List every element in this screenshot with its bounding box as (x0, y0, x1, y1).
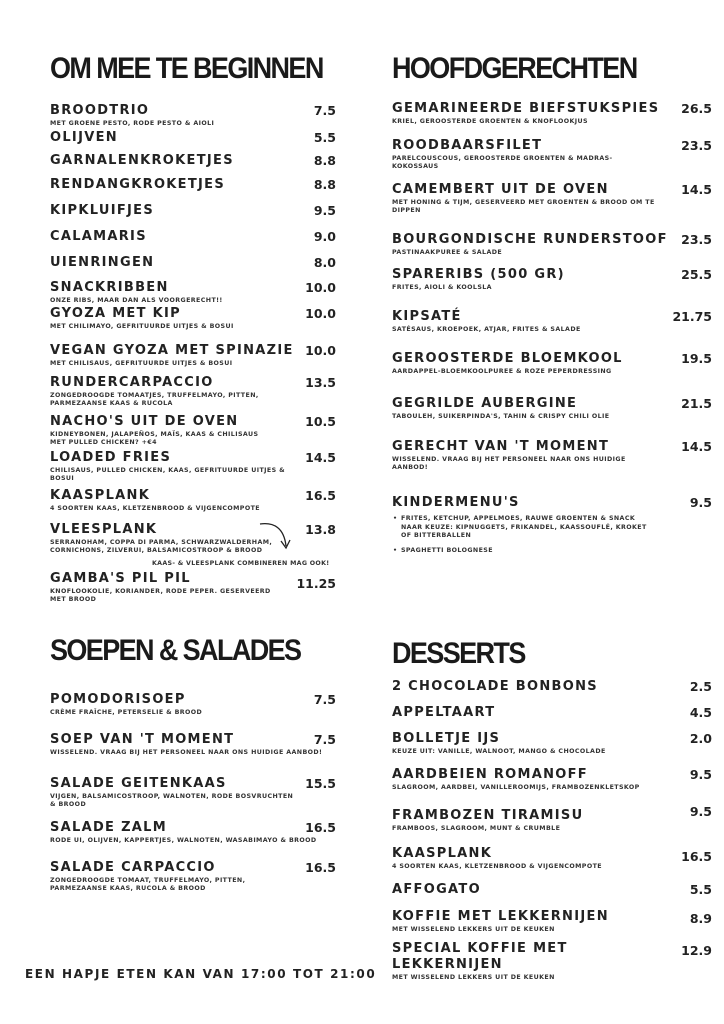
item-price: 21.75 (672, 309, 712, 324)
item-description: 4 SOORTEN KAAS, KLETZENBROOD & VIJGENCOMPOTE (50, 505, 260, 512)
item-name: GARNALENKROKETJES (50, 153, 234, 168)
item-description: MET HONING & TIJM, GESERVEERD MET GROENTEN & BROOD OM TE DIPPEN (392, 199, 655, 214)
item-description: MET GROENE PESTO, RODE PESTO & AIOLI (50, 120, 215, 127)
item-name: GEMARINEERDE BIEFSTUKSPIES (392, 101, 660, 116)
item-price: 8.8 (313, 177, 336, 192)
item-description: PARELCOUSCOUS, GEROOSTERDE GROENTEN & MADRAS-KOKOSSAUS (392, 155, 613, 170)
item-price: 4.5 (689, 705, 712, 720)
menu-item (392, 941, 714, 982)
item-price: 2.0 (689, 731, 712, 746)
item-name: UIENRINGEN (50, 255, 155, 270)
combine-note: KAAS- & VLEESPLANK COMBINEREN MAG OOK! (152, 560, 330, 567)
item-price: 10.5 (305, 414, 336, 429)
item-price: 7.5 (313, 692, 336, 707)
item-price: 14.5 (681, 182, 712, 197)
item-price: 9.5 (689, 767, 712, 782)
item-name: APPELTAART (392, 705, 496, 720)
item-description: KEUZE UIT: VANILLE, WALNOOT, MANGO & CHOCOLADE (392, 748, 606, 755)
list-item: • SPAGHETTI BOLOGNESE (392, 547, 652, 556)
menu-item (50, 860, 340, 893)
item-name: SPARERIBS (500 GR) (392, 267, 565, 282)
item-name: NACHO'S UIT DE OVEN (50, 414, 239, 429)
item-price: 5.5 (313, 130, 336, 145)
opening-hours-footer: EEN HAPJE ETEN KAN VAN 17:00 TOT 21:00 (25, 967, 377, 981)
item-price: 5.5 (689, 882, 712, 897)
item-name: AFFOGATO (392, 882, 481, 897)
item-description: SLAGROOM, AARDBEI, VANILLEROOMIJS, FRAMBOZENKLETSKOP (392, 784, 640, 791)
item-name: BOLLETJE IJS (392, 731, 501, 746)
item-price: 9.0 (313, 229, 336, 244)
item-description: PASTINAAKPUREE & SALADE (392, 249, 503, 256)
item-name: KOFFIE MET LEKKERNIJEN (392, 909, 609, 924)
section-desserts (392, 0, 714, 1000)
item-description: RODE UI, OLIJVEN, KAPPERTJES, WALNOTEN, WASABIMAYO & BROOD (50, 837, 317, 844)
item-price: 16.5 (681, 849, 712, 864)
menu-item (392, 679, 714, 695)
item-price: 7.5 (313, 103, 336, 118)
item-price: 7.5 (313, 732, 336, 747)
item-price: 9.5 (689, 804, 712, 819)
item-name: SALADE CARPACCIO (50, 860, 216, 875)
item-description: CHILISAUS, PULLED CHICKEN, KAAS, GEFRITUURDE UITJES & BOSUI (50, 467, 286, 482)
item-description: KIDNEYBONEN, JALAPEÑOS, MAÏS, KAAS & CHILISAUS MET PULLED CHICKEN? +€4 (50, 431, 259, 446)
item-name: GAMBA'S PIL PIL (50, 571, 191, 586)
menu-item (50, 776, 340, 809)
item-price: 13.5 (305, 375, 336, 390)
menu-item (392, 804, 714, 833)
item-name: KIPSATÉ (392, 309, 462, 324)
list-item: • FRITES, KETCHUP, APPELMOES, RAUWE GROENTEN & SNACK NAAR KEUZE: KIPNUGGETS, FRIKANDEL, KAASSOUFLÉ, KROKET OF BITTERBALLEN (392, 515, 652, 541)
menu-item (392, 731, 714, 756)
item-price: 26.5 (681, 101, 712, 116)
item-price: 9.5 (313, 203, 336, 218)
item-name: GEGRILDE AUBERGINE (392, 396, 578, 411)
item-name: AARDBEIEN ROMANOFF (392, 767, 588, 782)
item-name: VEGAN GYOZA MET SPINAZIE (50, 343, 294, 358)
item-price: 9.5 (689, 495, 712, 510)
item-name: POMODORISOEP (50, 692, 186, 707)
item-description: ZONGEDROOGDE TOMAATJES, TRUFFELMAYO, PITTEN, PARMEZAANSE KAAS & RUCOLA (50, 392, 259, 407)
section-title-starters: OM MEE TE BEGINNEN (50, 51, 323, 85)
item-name: VLEESPLANK (50, 522, 158, 537)
item-description: KNOFLOOKOLIE, KORIANDER, RODE PEPER. GESERVEERD MET BROOD (50, 588, 271, 603)
menu-item (50, 820, 340, 845)
item-description: SATÉSAUS, KROEPOEK, ATJAR, FRITES & SALADE (392, 326, 581, 333)
menu-item (392, 846, 714, 871)
item-name: CALAMARIS (50, 229, 147, 244)
item-name: KAASPLANK (50, 488, 151, 503)
item-name: BROODTRIO (50, 103, 150, 118)
item-price: 19.5 (681, 351, 712, 366)
item-description: ONZE RIBS, MAAR DAN ALS VOORGERECHT!! (50, 297, 223, 304)
item-price: 8.8 (313, 153, 336, 168)
item-price: 10.0 (305, 306, 336, 321)
item-description: FRAMBOOS, SLAGROOM, MUNT & CRUMBLE (392, 825, 561, 832)
section-title-mains: HOOFDGERECHTEN (392, 51, 637, 85)
section-soups (50, 0, 340, 900)
item-name: BOURGONDISCHE RUNDERSTOOF (392, 232, 668, 247)
item-price: 23.5 (681, 232, 712, 247)
item-name: OLIJVEN (50, 130, 118, 145)
menu-item (50, 692, 340, 717)
item-name: FRAMBOZEN TIRAMISU (392, 808, 584, 823)
item-price: 2.5 (689, 679, 712, 694)
item-description: KRIEL, GEROOSTERDE GROENTEN & KNOFLOOKJUS (392, 118, 588, 125)
item-name: KAASPLANK (392, 846, 493, 861)
item-description: CRÈME FRAÎCHE, PETERSELIE & BROOD (50, 709, 203, 716)
item-description: MET CHILIMAYO, GEFRITUURDE UITJES & BOSUI (50, 323, 234, 330)
item-price: 14.5 (305, 450, 336, 465)
section-title-soups: SOEPEN & SALADES (50, 633, 301, 667)
item-price: 16.5 (305, 860, 336, 875)
item-description: VIJGEN, BALSAMICOSTROOP, WALNOTEN, RODE BOSVRUCHTEN & BROOD (50, 793, 294, 808)
menu-item (392, 767, 714, 792)
item-price: 25.5 (681, 267, 712, 282)
item-name: KINDERMENU'S (392, 495, 520, 510)
item-name: ROODBAARSFILET (392, 138, 543, 153)
item-name: SNACKRIBBEN (50, 280, 169, 295)
item-name: GERECHT VAN 'T MOMENT (392, 439, 610, 454)
menu-item (392, 882, 714, 898)
item-price: 13.8 (305, 522, 336, 537)
item-description: WISSELEND. VRAAG BIJ HET PERSONEEL NAAR ONS HUIDIGE AANBOD! (392, 456, 626, 471)
item-name: SOEP VAN 'T MOMENT (50, 732, 235, 747)
item-price: 10.0 (305, 280, 336, 295)
item-price: 16.5 (305, 820, 336, 835)
section-title-desserts: DESSERTS (392, 636, 525, 670)
item-description: MET WISSELEND LEKKERS UIT DE KEUKEN (392, 926, 555, 933)
item-name: 2 CHOCOLADE BONBONS (392, 679, 598, 694)
item-name: SPECIAL KOFFIE MET LEKKERNIJEN (392, 941, 568, 972)
item-description: MET WISSELEND LEKKERS UIT DE KEUKEN (392, 974, 555, 981)
item-description: WISSELEND. VRAAG BIJ HET PERSONEEL NAAR ONS HUIDIGE AANBOD! (50, 749, 323, 756)
item-name: GEROOSTERDE BLOEMKOOL (392, 351, 623, 366)
item-description: SERRANOHAM, COPPA DI PARMA, SCHWARZWALDERHAM, CORNICHONS, ZILVERUI, BALSAMICOSTROOP & BROOD (50, 539, 273, 554)
item-name: CAMEMBERT UIT DE OVEN (392, 182, 609, 197)
menu-item (50, 732, 340, 757)
item-price: 10.0 (305, 343, 336, 358)
item-description: MET CHILISAUS, GEFRITUURDE UITJES & BOSUI (50, 360, 233, 367)
item-description: ZONGEDROOGDE TOMAAT, TRUFFELMAYO, PITTEN, PARMEZAANSE KAAS, RUCOLA & BROOD (50, 877, 246, 892)
menu-item (392, 705, 714, 721)
item-name: SALADE GEITENKAAS (50, 776, 227, 791)
item-name: SALADE ZALM (50, 820, 167, 835)
item-price: 23.5 (681, 138, 712, 153)
item-name: RENDANGKROKETJES (50, 177, 226, 192)
item-name: LOADED FRIES (50, 450, 172, 465)
menu-item (392, 909, 714, 934)
item-name: RUNDERCARPACCIO (50, 375, 214, 390)
item-price: 21.5 (681, 396, 712, 411)
item-description: TABOULEH, SUIKERPINDA'S, TAHIN & CRISPY CHILI OLIE (392, 413, 610, 420)
item-price: 11.25 (296, 576, 336, 591)
item-description: AARDAPPEL-BLOEMKOOLPUREE & ROZE PEPERDRESSING (392, 368, 612, 375)
item-description: 4 SOORTEN KAAS, KLETZENBROOD & VIJGENCOMPOTE (392, 863, 602, 870)
item-name: GYOZA MET KIP (50, 306, 181, 321)
item-price: 12.9 (681, 943, 712, 958)
item-price: 8.0 (313, 255, 336, 270)
item-price: 16.5 (305, 488, 336, 503)
item-name: KIPKLUIFJES (50, 203, 154, 218)
item-description: FRITES, AIOLI & KOOLSLA (392, 284, 492, 291)
item-price: 15.5 (305, 776, 336, 791)
item-price: 14.5 (681, 439, 712, 454)
item-price: 8.9 (689, 911, 712, 926)
